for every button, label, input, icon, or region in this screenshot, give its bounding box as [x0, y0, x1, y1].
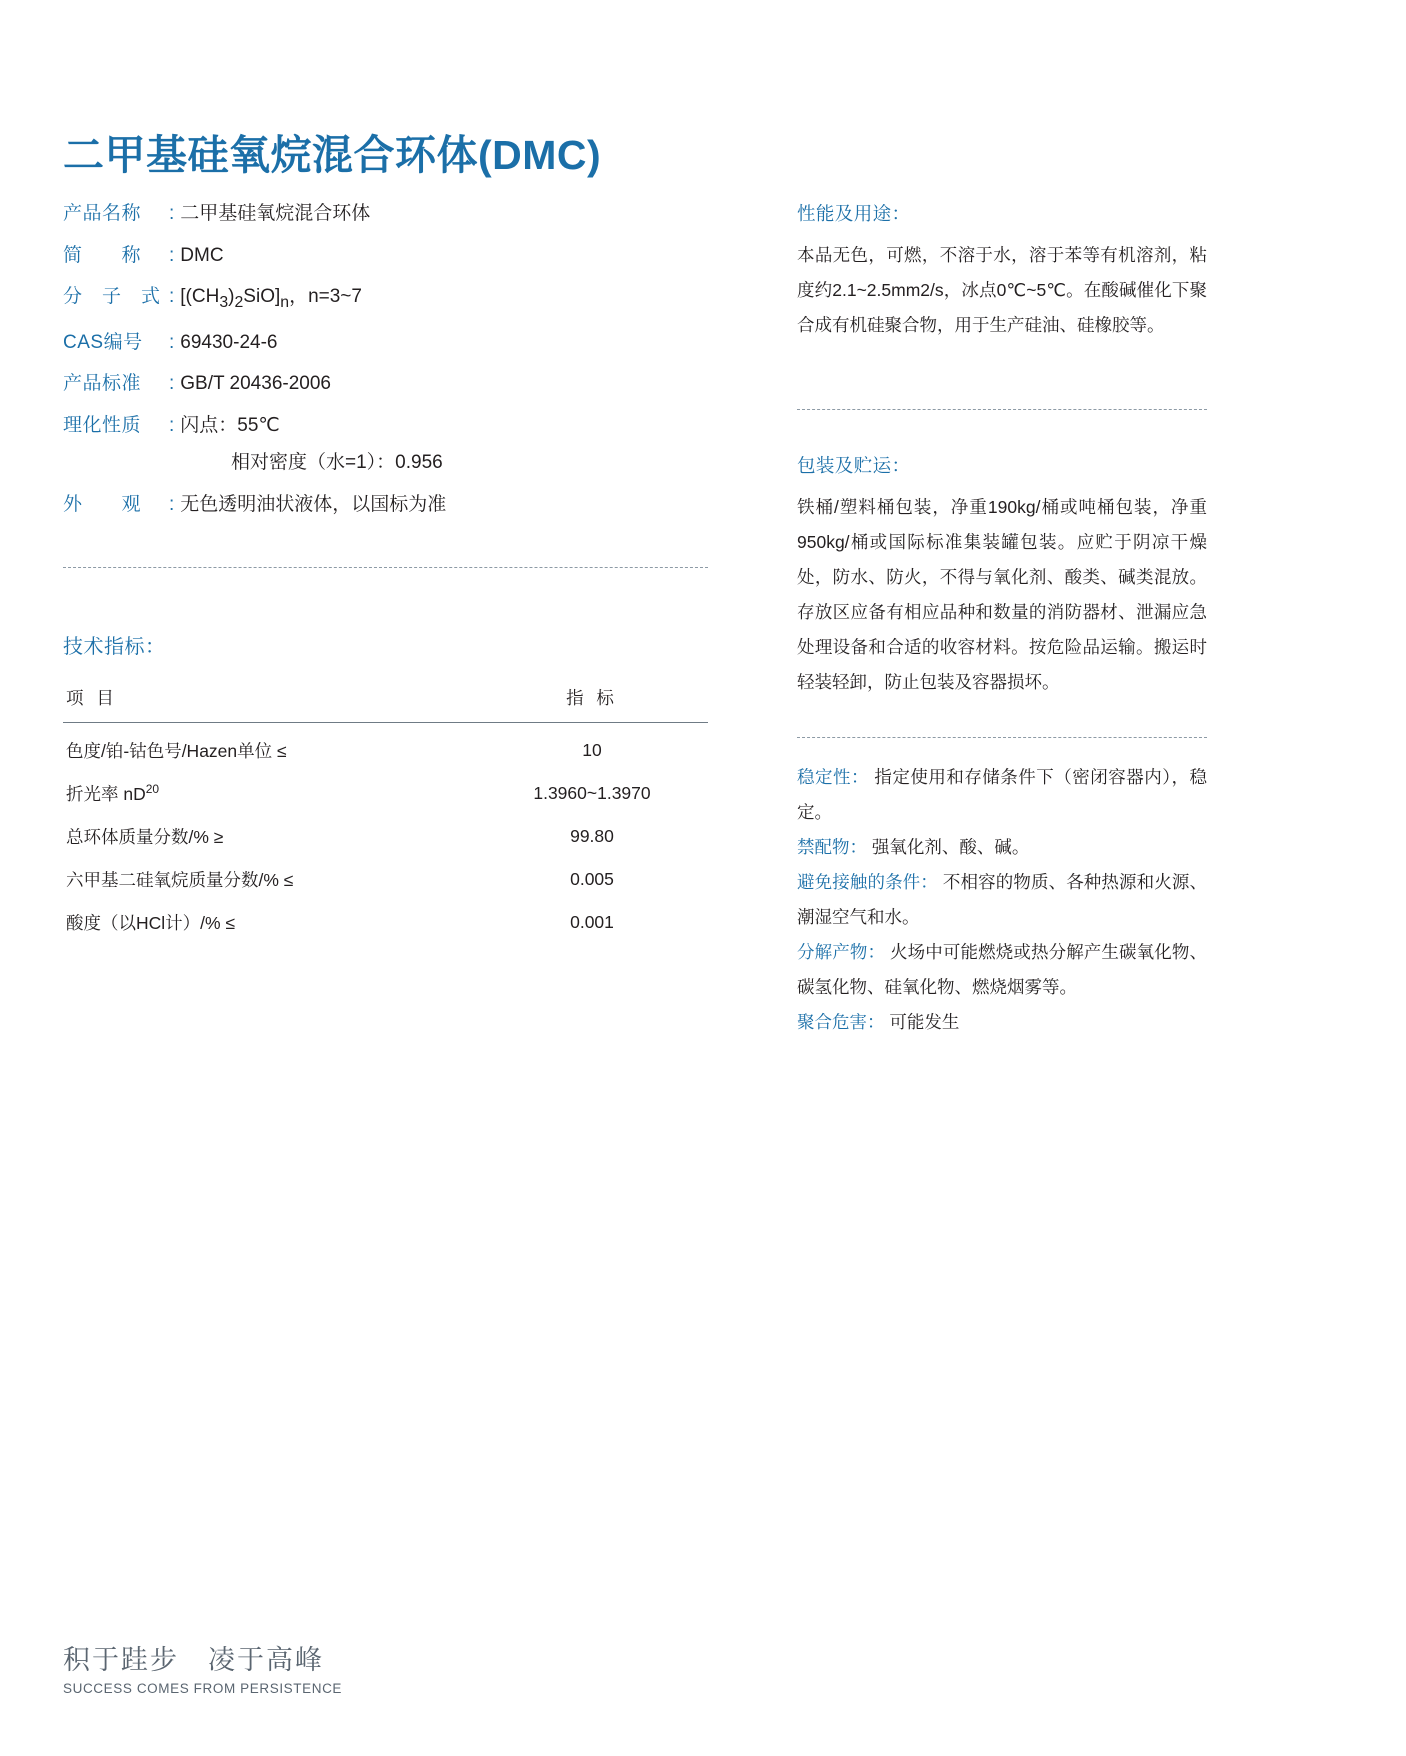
cell-item: 总环体质量分数/% ≥ — [66, 827, 224, 847]
property-key: 避免接触的条件： — [797, 872, 938, 892]
cell-index: 0.005 — [570, 869, 614, 889]
footer — [63, 1638, 663, 1696]
property-line — [797, 935, 1207, 1005]
spec-row — [63, 449, 708, 477]
table-row — [63, 858, 708, 901]
footer-slogan-en: SUCCESS COMES FROM PERSISTENCE — [63, 1681, 343, 1696]
property-line — [797, 760, 1207, 830]
spec-row — [63, 370, 708, 398]
property-value: 不相容的物质、各种热源和火源、潮湿空气和水。 — [797, 872, 1207, 927]
packaging-heading: 包装及贮运： — [797, 455, 911, 476]
spec-colon: : — [169, 286, 175, 308]
cell-item: 折光率 $nD^{20}$ — [66, 782, 160, 804]
property-key: 聚合危害： — [797, 1012, 885, 1032]
spec-row — [63, 242, 708, 270]
spec-colon: : — [169, 373, 175, 395]
right-column — [797, 200, 1207, 1032]
cell-index: 1.3960~1.3970 — [533, 783, 651, 803]
tech-indicators-heading: 技术指标： — [63, 636, 166, 658]
table-row — [63, 901, 708, 944]
property-key: 稳定性： — [797, 767, 869, 787]
spec-value: GB/T 20436-2006 — [180, 373, 331, 395]
divider-left — [63, 567, 708, 568]
column-header-index: 指 标 — [566, 688, 618, 708]
tech-indicators-section — [63, 630, 708, 944]
spec-value: $[(CH_3)_2SiO]_n$，n=3~7 — [180, 286, 362, 311]
spec-colon: : — [169, 244, 175, 266]
divider-right-1 — [797, 409, 1207, 410]
table-head — [63, 685, 708, 723]
footer-slogan-cn: 积于跬步 凌于高峰 — [63, 1645, 324, 1675]
spec-colon: : — [169, 414, 175, 436]
cell-item: 酸度（以HCl计）/% ≤ — [66, 913, 236, 933]
property-key: 禁配物： — [797, 837, 867, 857]
cell-item: 色度/铂-钴色号/Hazen单位 ≤ — [66, 741, 287, 761]
cell-index: 10 — [582, 740, 602, 760]
table-row — [63, 723, 708, 773]
packaging-block — [797, 452, 1207, 700]
spec-colon: : — [169, 494, 175, 516]
cell-index: 0.001 — [570, 912, 614, 932]
spec-label: 分 子 式 — [63, 286, 161, 308]
property-value: 指定使用和存储条件下（密闭容器内），稳定。 — [797, 767, 1207, 822]
tech-indicators-table — [63, 685, 708, 944]
page-title: 二甲基硅氧烷混合环体(DMC) — [63, 132, 602, 179]
property-line — [797, 1005, 1207, 1040]
spec-label: 产品标准 — [63, 373, 142, 395]
spec-row — [63, 491, 708, 519]
divider-right-2 — [797, 737, 1207, 738]
spec-label: 理化性质 — [63, 414, 142, 436]
spec-value: 二甲基硅氧烷混合环体 — [180, 203, 371, 224]
spec-label: CAS编号 — [63, 331, 143, 353]
cell-item: 六甲基二硅氧烷质量分数/% ≤ — [66, 870, 294, 890]
table-row — [63, 772, 708, 815]
cell-index: 99.80 — [570, 826, 614, 846]
spec-row — [63, 283, 708, 315]
property-key: 分解产物： — [797, 942, 886, 962]
spec-row — [63, 200, 708, 228]
spec-colon: : — [169, 203, 175, 224]
column-header-item: 项 目 — [66, 688, 118, 708]
spec-row — [63, 329, 708, 357]
performance-body: 本品无色，可燃，不溶于水，溶于苯等有机溶剂，粘度约2.1~2.5mm2/s，冰点0℃~5℃。在酸碱催化下聚合成有机硅聚合物，用于生产硅油、硅橡胶等。 — [797, 245, 1207, 335]
table-header-row — [63, 685, 708, 723]
product-spec-list — [63, 200, 708, 519]
spec-value: 闪点：55℃ — [180, 414, 280, 436]
left-column — [63, 200, 708, 533]
performance-heading: 性能及用途： — [797, 203, 911, 224]
table-body — [63, 723, 708, 945]
spec-colon: : — [169, 331, 175, 353]
spec-label: 外 观 — [63, 494, 142, 516]
spec-label: 简 称 — [63, 244, 142, 266]
property-value: 火场中可能燃烧或热分解产生碳氧化物、碳氢化物、硅氧化物、燃烧烟雾等。 — [797, 942, 1207, 997]
spec-value: 相对密度（水=1）：0.956 — [231, 452, 443, 474]
performance-block — [797, 200, 1207, 343]
table-row — [63, 815, 708, 858]
property-line — [797, 830, 1207, 865]
spec-value: 无色透明油状液体，以国标为准 — [180, 494, 447, 516]
spec-value: DMC — [180, 244, 224, 266]
spec-row — [63, 412, 708, 440]
property-value: 强氧化剂、酸、碱。 — [867, 837, 1030, 857]
spec-value: 69430-24-6 — [180, 331, 278, 353]
spec-label: 产品名称 — [63, 203, 142, 224]
property-line — [797, 865, 1207, 935]
packaging-body: 铁桶/塑料桶包装，净重190kg/桶或吨桶包装，净重950kg/桶或国际标准集装罐包装。应贮于阴凉干燥处，防水、防火，不得与氧化剂、酸类、碱类混放。存放区应备有相应品种和数量的消防器材、泄漏应急处理设备和合适的收容材料。按危险品运输。搬运时轻装轻卸，防止包装及容器损坏。 — [797, 497, 1207, 692]
properties-block — [797, 760, 1207, 1040]
property-value: 可能发生 — [884, 1012, 960, 1032]
